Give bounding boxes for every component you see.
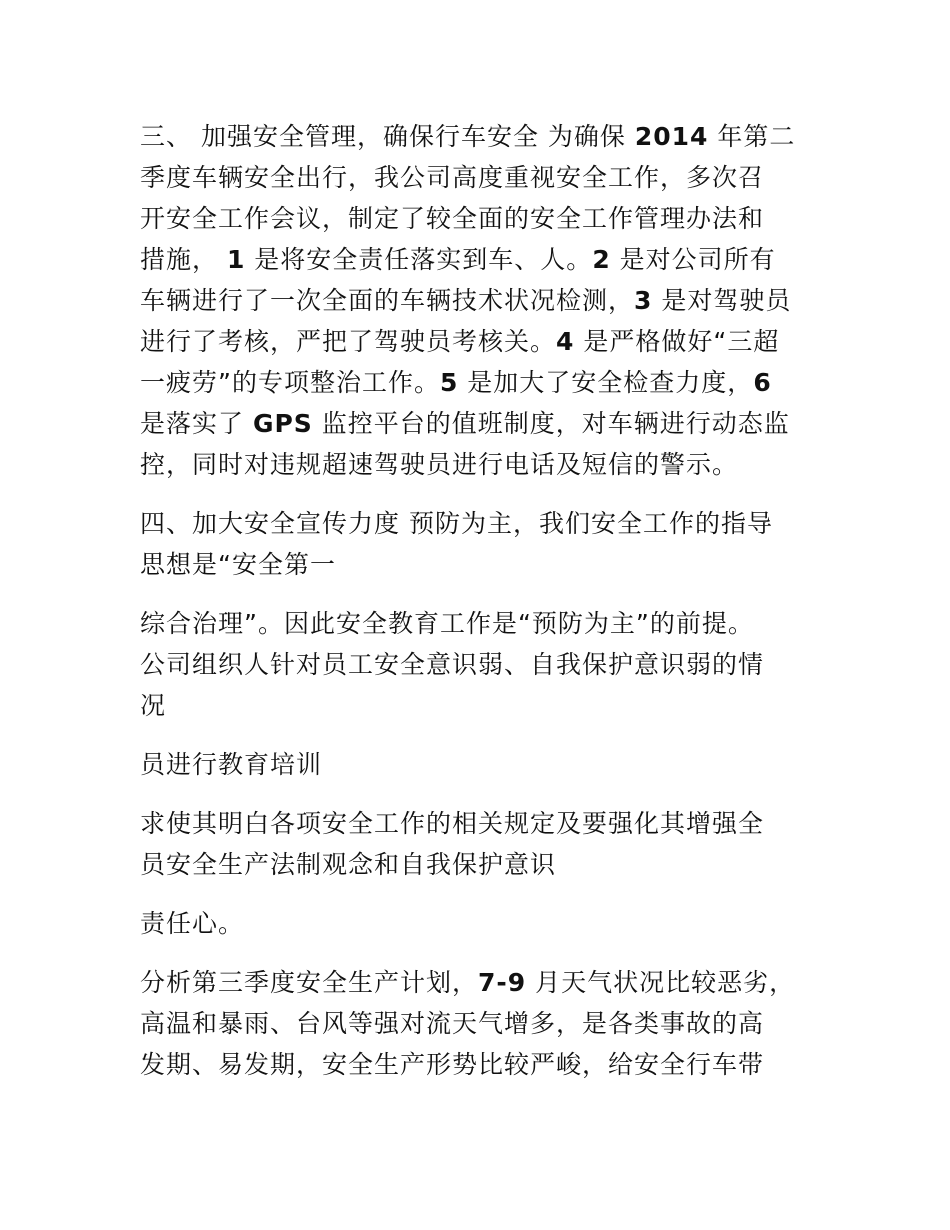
text-line: 况 [140, 691, 167, 720]
text-line: 员进行教育培训 [140, 750, 323, 779]
text-line: 措施， 1 是将安全责任落实到车、人。2 是对公司所有 [140, 245, 776, 274]
text-line: 责任心。 [140, 909, 245, 938]
text-line: 高温和暴雨、台风等强对流天气增多，是各类事故的高 [140, 1009, 765, 1038]
paragraph-third-quarter-plan [140, 962, 830, 1085]
text-line: 员安全生产法制观念和自我保护意识 [140, 850, 557, 879]
text-line: 是落实了 GPS 监控平台的值班制度，对车辆进行动态监 [140, 409, 790, 438]
text-line: 开安全工作会议，制定了较全面的安全工作管理办法和 [140, 204, 765, 233]
text-line: 一疲劳”的专项整治工作。5 是加大了安全检查力度，6 [140, 368, 772, 397]
text-line: 进行了考核，严把了驾驶员考核关。4 是严格做好“三超 [140, 327, 780, 356]
paragraph-comprehensive-governance [140, 603, 830, 726]
text-line: 公司组织人针对员工安全意识弱、自我保护意识弱的情 [140, 650, 765, 679]
text-line: 分析第三季度安全生产计划，7-9 月天气状况比较恶劣， [140, 968, 796, 997]
text-line: 控，同时对违规超速驾驶员进行电话及短信的警示。 [140, 450, 739, 479]
paragraph-responsibility [140, 903, 830, 944]
text-line: 思想是“安全第一 [140, 550, 336, 579]
text-line: 求使其明白各项安全工作的相关规定及要强化其增强全 [140, 809, 765, 838]
paragraph-safety-publicity [140, 503, 830, 585]
paragraph-safety-management [140, 116, 830, 485]
text-line: 发期、易发期，安全生产形势比较严峻，给安全行车带 [140, 1050, 765, 1079]
paragraph-requirements [140, 803, 830, 885]
text-line: 车辆进行了一次全面的车辆技术状况检测，3 是对驾驶员 [140, 286, 792, 315]
text-line: 四、加大安全宣传力度 预防为主，我们安全工作的指导 [140, 509, 773, 538]
paragraph-training [140, 744, 830, 785]
text-line: 综合治理”。因此安全教育工作是“预防为主”的前提。 [140, 609, 754, 638]
text-line: 三、 加强安全管理，确保行车安全 为确保 2014 年第二 [140, 122, 796, 151]
text-line: 季度车辆安全出行，我公司高度重视安全工作，多次召 [140, 163, 765, 192]
